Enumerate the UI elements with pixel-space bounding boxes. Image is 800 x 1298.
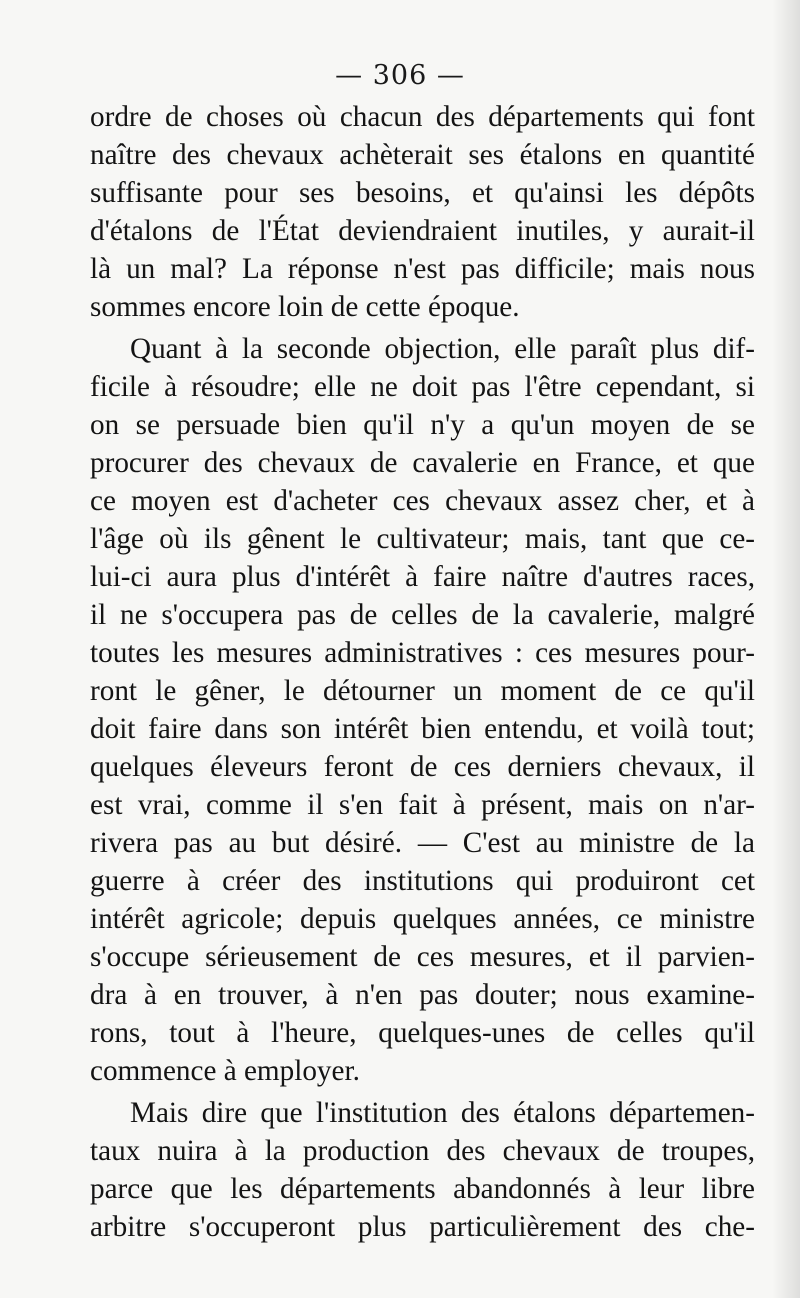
text-line: Quant à la seconde objection, elle paraît plus dif-	[130, 333, 755, 365]
body-text	[90, 98, 755, 1246]
text-line: là un mal? La réponse n'est pas difficile; mais nous	[90, 253, 755, 285]
text-line: l'âge où ils gênent le cultivateur; mais, tant que ce-	[90, 523, 755, 555]
text-line: naître des chevaux achèterait ses étalons en quantité	[90, 139, 755, 171]
text-line: ficile à résoudre; elle ne doit pas l'être cependant, si	[90, 371, 755, 403]
text-line: ront le gêner, le détourner un moment de ce qu'il	[90, 675, 755, 707]
text-line: procurer des chevaux de cavalerie en France, et que	[90, 447, 755, 479]
text-line: Mais dire que l'institution des étalons départemen-	[130, 1097, 755, 1129]
page-edge-shadow	[772, 0, 800, 1298]
text-line: toutes les mesures administratives : ces mesures pour-	[90, 637, 755, 669]
text-line: on se persuade bien qu'il n'y a qu'un moyen de se	[90, 409, 755, 441]
text-line: rivera pas au but désiré. — C'est au ministre de la	[90, 827, 755, 859]
paragraph-3	[90, 1094, 755, 1246]
paragraph-2	[90, 330, 755, 1090]
text-line: taux nuira à la production des chevaux de troupes,	[90, 1135, 755, 1167]
text-line: lui-ci aura plus d'intérêt à faire naître d'autres races,	[90, 561, 755, 593]
text-line: il ne s'occupera pas de celles de la cavalerie, malgré	[90, 599, 755, 631]
text-line: guerre à créer des institutions qui produiront cet	[90, 865, 755, 897]
text-line: s'occupe sérieusement de ces mesures, et il parvien-	[90, 941, 755, 973]
text-line: quelques éleveurs feront de ces derniers chevaux, il	[90, 751, 755, 783]
text-line: ce moyen est d'acheter ces chevaux assez cher, et à	[90, 485, 755, 517]
page-number: — 306 —	[335, 60, 465, 91]
text-line: intérêt agricole; depuis quelques années, ce ministre	[90, 903, 755, 935]
text-line: parce que les départements abandonnés à leur libre	[90, 1173, 755, 1205]
text-line: rons, tout à l'heure, quelques-unes de celles qu'il	[90, 1017, 755, 1049]
text-line: ordre de choses où chacun des départements qui font	[90, 101, 755, 133]
text-line: doit faire dans son intérêt bien entendu, et voilà tout;	[90, 713, 755, 745]
text-line: d'étalons de l'État deviendraient inutiles, y aurait-il	[90, 215, 755, 247]
text-line: est vrai, comme il s'en fait à présent, mais on n'ar-	[90, 789, 755, 821]
text-line: suffisante pour ses besoins, et qu'ainsi les dépôts	[90, 177, 755, 209]
text-line: arbitre s'occuperont plus particulièrement des che-	[90, 1211, 755, 1243]
text-line: sommes encore loin de cette époque.	[90, 291, 520, 323]
text-line: dra à en trouver, à n'en pas douter; nous examine-	[90, 979, 755, 1011]
paragraph-1	[90, 98, 755, 326]
text-line: commence à employer.	[90, 1055, 360, 1087]
